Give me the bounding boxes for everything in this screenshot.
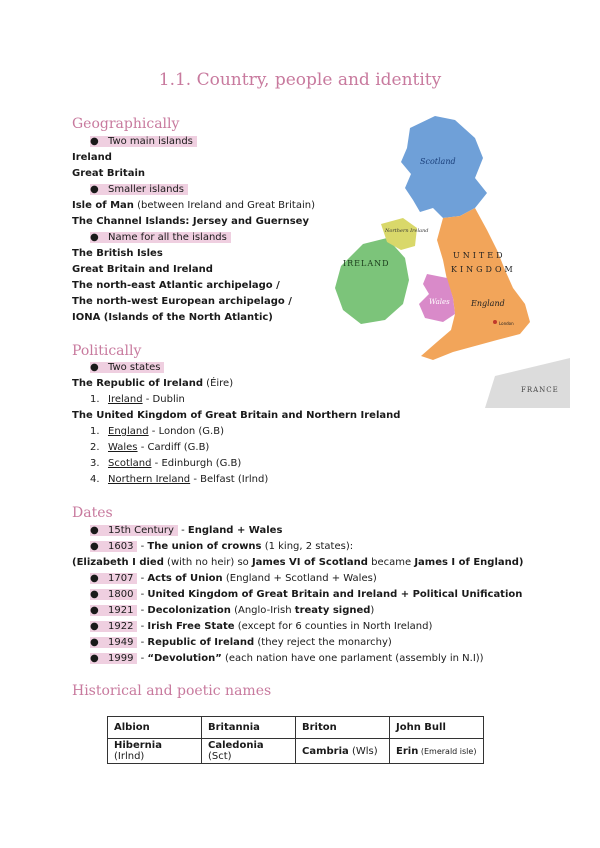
line-united-kingdom: The United Kingdom of Great Britain and Northern Ireland <box>72 410 401 421</box>
map-label-wales: Wales <box>429 298 450 306</box>
map-label-scotland: Scotland <box>420 157 456 166</box>
heading-historical-names: Historical and poetic names <box>72 683 272 699</box>
table-cell: Britannia <box>202 717 296 739</box>
date-1800: ● 1800 - United Kingdom of Great Britain and Ireland + Political Unification <box>90 589 523 600</box>
map-label-ireland: IRELAND <box>343 259 390 268</box>
table-row <box>108 717 484 739</box>
line-elizabeth: (Elizabeth I died (with no heir) so James VI of Scotland became James I of England) <box>72 557 524 568</box>
table-cell: Cambria (Wls) <box>296 739 390 764</box>
ireland-shape <box>335 238 409 324</box>
bullet-name-for-all: ● Name for all the islands <box>90 231 231 245</box>
table-cell: John Bull <box>390 717 484 739</box>
date-1949: ● 1949 - Republic of Ireland (they reject the monarchy) <box>90 637 392 648</box>
item-ni-belfast: 4. Northern Ireland - Belfast (Irlnd) <box>90 474 269 485</box>
table-cell: Hibernia (Irlnd) <box>108 739 202 764</box>
table-cell: Erin (Emerald isle) <box>390 739 484 764</box>
table-cell: Caledonia (Sct) <box>202 739 296 764</box>
page-title: 1.1. Country, people and identity <box>158 70 442 90</box>
date-1922: ● 1922 - Irish Free State (except for 6 counties in North Ireland) <box>90 621 433 632</box>
heading-politically: Politically <box>72 343 142 359</box>
table-cell: Briton <box>296 717 390 739</box>
date-1603: ● 1603 - The union of crowns (1 king, 2 states): <box>90 541 354 552</box>
line-iona: IONA (Islands of the North Atlantic) <box>72 312 273 323</box>
map-label-england: England <box>471 299 505 308</box>
date-1999: ● 1999 - “Devolution” (each nation have one parlament (assembly in N.I)) <box>90 653 484 664</box>
map-label-france: FRANCE <box>521 386 559 394</box>
line-ne-archipelago: The north-east Atlantic archipelago / <box>72 280 280 291</box>
bullet-smaller-islands: ● Smaller islands <box>90 183 188 197</box>
line-isle-of-man: Isle of Man (between Ireland and Great Britain) <box>72 200 315 211</box>
line-ireland: Ireland <box>72 152 112 163</box>
date-15th-century: ● 15th Century - England + Wales <box>90 525 283 536</box>
map-label-uk2: KINGDOM <box>451 265 516 274</box>
item-england-london: 1. England - London (G.B) <box>90 426 224 437</box>
map-label-london: London <box>499 321 514 326</box>
map-label-ni: Northern Ireland <box>385 228 429 234</box>
map-label-uk1: UNITED <box>453 251 506 260</box>
bullet-two-main-islands: ● Two main islands <box>90 135 197 149</box>
heading-dates: Dates <box>72 505 113 521</box>
scotland-shape <box>401 116 487 218</box>
bullet-two-states: ● Two states <box>90 361 164 375</box>
line-gb-and-ireland: Great Britain and Ireland <box>72 264 213 275</box>
historical-names-table <box>107 716 484 764</box>
british-isles-map <box>325 108 570 408</box>
table-cell: Albion <box>108 717 202 739</box>
date-1921: ● 1921 - Decolonization (Anglo-Irish treaty signed) <box>90 605 375 616</box>
line-british-isles: The British Isles <box>72 248 163 259</box>
heading-geographically: Geographically <box>72 116 180 132</box>
item-wales-cardiff: 2. Wales - Cardiff (G.B) <box>90 442 210 453</box>
date-1707: ● 1707 - Acts of Union (England + Scotland + Wales) <box>90 573 377 584</box>
table-row <box>108 739 484 764</box>
line-channel-islands: The Channel Islands: Jersey and Guernsey <box>72 216 309 227</box>
line-great-britain: Great Britain <box>72 168 145 179</box>
line-nw-archipelago: The north-west European archipelago / <box>72 296 292 307</box>
line-republic-of-ireland: The Republic of Ireland (Éire) <box>72 378 234 389</box>
item-scotland-edinburgh: 3. Scotland - Edinburgh (G.B) <box>90 458 242 469</box>
london-marker <box>493 320 497 324</box>
france-shape <box>485 358 570 408</box>
item-ireland-dublin: 1. Ireland - Dublin <box>90 394 185 405</box>
